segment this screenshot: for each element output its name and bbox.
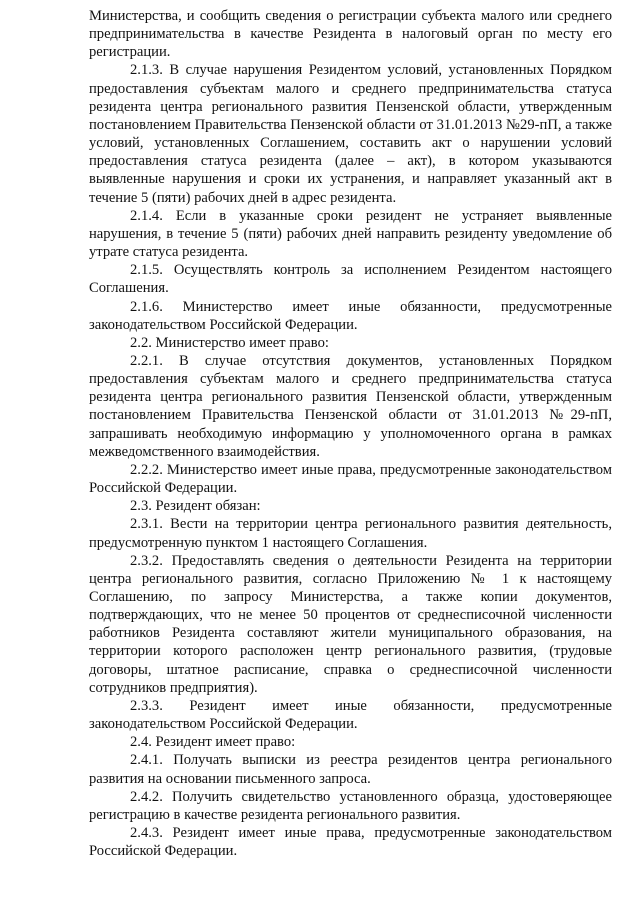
paragraph-2-1-4: 2.1.4. Если в указанные сроки резидент не устраняет выявленные нарушения, в течение 5 (пяти) рабочих дней направить резиденту уведомление об утрате статуса резидента. [89, 207, 612, 261]
paragraph-2-1-6: 2.1.6. Министерство имеет иные обязанности, предусмотренные законодательством Российской Федерации. [89, 298, 612, 333]
heading-2-4: 2.4. Резидент имеет право: [130, 734, 296, 751]
paragraph-2-1-3: 2.1.3. В случае нарушения Резидентом условий, установленных Порядком предоставления субъектам малого и среднего предпринимательства статуса резидента центра регионального развития Пензенской области, утвержденным постановлением Правительства Пензенской области от 31.01.2013 №29-пП, а также условий, установленных Соглашением, составить акт о нарушении условий предоставления статуса резидента (далее – акт), в котором указываются выявленные нарушения и сроки их устранения, и направляет указанный акт в течение 5 (пяти) рабочих дней в адрес резидента. [89, 62, 612, 206]
paragraph-2-4-1: 2.4.1. Получать выписки из реестра резидентов центра регионального развития на основании письменного запроса. [89, 752, 612, 787]
paragraph-2-3-1: 2.3.1. Вести на территории центра регионального развития деятельность, предусмотренную пунктом 1 настоящего Соглашения. [89, 516, 612, 551]
paragraph-2-3-2: 2.3.2. Предоставлять сведения о деятельности Резидента на территории центра регионального развития, согласно Приложению № 1 к настоящему Соглашению, по запросу Министерства, а также копии документов, подтверждающих, что не менее 50 процентов от среднесписочной численности работников Резидента составляют жители муниципального образования, на территории которого расположен центр регионального развития, (трудовые договоры, штатное расписание, справка о среднесписочной численности сотрудников предприятия). [89, 552, 612, 696]
paragraph-2-3-3: 2.3.3. Резидент имеет иные обязанности, предусмотренные законодательством Российской Федерации. [89, 697, 612, 733]
paragraph-2-4-2: 2.4.2. Получить свидетельство установленного образца, удостоверяющее регистрацию в качестве резидента регионального развития. [89, 788, 612, 823]
paragraph-2-2-1: 2.2.1. В случае отсутствия документов, установленных Порядком предоставления субъектам малого и среднего предпринимательства статуса резидента центра регионального развития Пензенской области, утвержденным постановлением Правительства Пензенской области от 31.01.2013 №29-пП, запрашивать необходимую информацию у уполномоченного органа в рамках межведомственного взаимодействия. [89, 352, 612, 460]
paragraph-registration-tail: Министерства, и сообщить сведения о регистрации субъекта малого или среднего предпринимательства в качестве Резидента в налоговый орган по месту его регистрации. [89, 8, 612, 61]
heading-2-2: 2.2. Министерство имеет право: [130, 334, 329, 351]
paragraph-2-2-2: 2.2.2. Министерство имеет иные права, предусмотренные законодательством Российской Федерации. [89, 461, 612, 497]
paragraph-2-1-5: 2.1.5. Осуществлять контроль за исполнением Резидентом настоящего Соглашения. [89, 262, 612, 297]
heading-2-3: 2.3. Резидент обязан: [130, 498, 261, 515]
paragraph-2-4-3: 2.4.3. Резидент имеет иные права, предусмотренные законодательством Российской Федерации. [89, 825, 612, 860]
